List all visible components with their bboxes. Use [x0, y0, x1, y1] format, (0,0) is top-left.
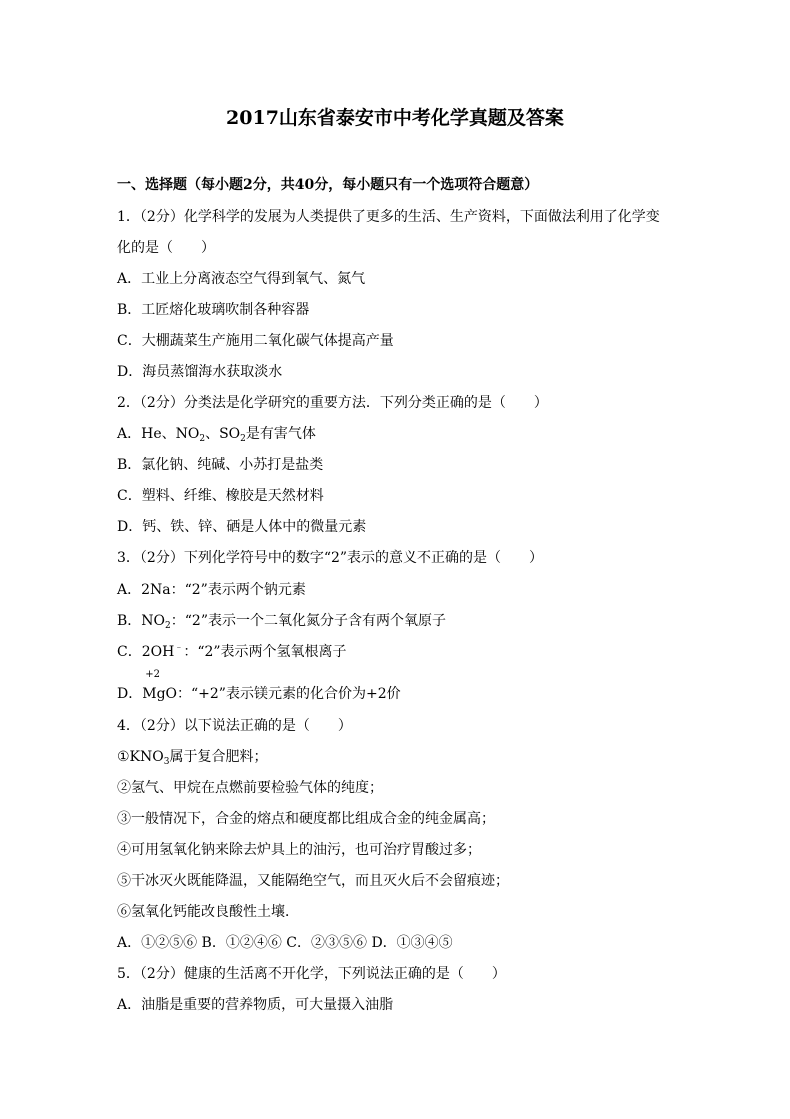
q4-statement-6: ⑥氢氧化钙能改良酸性土壤．: [117, 904, 299, 920]
q3-b-sub: 2: [165, 621, 171, 631]
q2-a-post: 是有害气体: [245, 426, 316, 442]
q4-statement-4: ④可用氢氧化钠来除去炉具上的油污，也可治疗胃酸过多；: [117, 842, 481, 858]
q4-statement-2: ②氢气、甲烷在点燃前要检验气体的纯度；: [117, 780, 383, 796]
q2-a-sub1: 2: [199, 434, 206, 444]
q2-a-mid: 、SO: [205, 426, 241, 442]
q3-d-pre: D．: [117, 686, 143, 702]
oxygen-symbol: O: [165, 686, 178, 702]
q5-option-a: A．油脂是重要的营养物质，可大量摄入油脂: [117, 997, 394, 1013]
q1-stem-line1: 1．（2分）化学科学的发展为人类提供了更多的生活、生产资料，下面做法利用了化学变: [117, 209, 660, 225]
q4-stem: 4．（2分）以下说法正确的是（ ）: [117, 718, 352, 734]
q1-stem-line2: 化的是（ ）: [117, 240, 215, 256]
q2-a-sub2: 2: [240, 434, 246, 444]
q3-option-b: [117, 609, 446, 633]
mg-valence-symbol: [142, 669, 166, 706]
q4-s1-post: 属于复合肥料；: [169, 749, 268, 765]
q1-option-a: A．工业上分离液态空气得到氧气、氮气: [117, 271, 366, 287]
q3-option-a: A．2Na：“2”表示两个钠元素: [117, 582, 306, 598]
q3-option-d: [117, 669, 401, 706]
q3-stem: 3．（2分）下列化学符号中的数字“2”表示的意义不正确的是（ ）: [117, 550, 544, 566]
q2-option-b: B．氯化钠、纯碱、小苏打是盐类: [117, 457, 324, 473]
q1-option-b: B．工匠熔化玻璃吹制各种容器: [117, 302, 310, 318]
q1-option-c: C．大棚蔬菜生产施用二氧化碳气体提高产量: [117, 333, 394, 349]
q2-option-c: C．塑料、纤维、橡胶是天然材料: [117, 488, 324, 504]
q2-option-a: [117, 422, 316, 446]
q3-d-post: ：“+2”表示镁元素的化合价为+2价: [177, 686, 401, 702]
q2-stem: 2．（2分）分类法是化学研究的重要方法．下列分类正确的是（ ）: [117, 395, 548, 411]
q4-statement-1: [117, 745, 267, 769]
q4-statement-5: ⑤干冰灭火既能降温，又能隔绝空气，而且灭火后不会留痕迹；: [117, 873, 509, 889]
q3-c-post: ：“2”表示两个氢氧根离子: [183, 644, 347, 660]
q4-statement-3: ③一般情况下，合金的熔点和硬度都比组成合金的纯金属高；: [117, 811, 495, 827]
q5-stem: 5．（2分）健康的生活离不开化学，下列说法正确的是（ ）: [117, 966, 506, 982]
q3-c-pre: C．2OH: [117, 644, 175, 660]
mg-symbol: Mg: [142, 686, 166, 702]
q4-options: A．①②⑤⑥ B．①②④⑥ C．②③⑤⑥ D．①③④⑤: [117, 935, 453, 951]
page-title: 2017山东省泰安市中考化学真题及答案: [226, 107, 564, 129]
q3-c-sup: ﹣: [174, 643, 184, 653]
q2-option-d: D．钙、铁、锌、硒是人体中的微量元素: [117, 519, 367, 535]
q4-s1-pre: ①KNO: [117, 749, 164, 765]
q3-option-c: [117, 640, 347, 664]
section-heading: 一、选择题（每小题2分，共40分，每小题只有一个选项符合题意）: [117, 177, 539, 193]
q1-option-d: D．海员蒸馏海水获取淡水: [117, 364, 283, 380]
q2-a-pre: A．He、NO: [117, 426, 200, 442]
q3-b-pre: B．NO: [117, 613, 166, 629]
q3-b-post: ：“2”表示一个二氧化氮分子含有两个氧原子: [170, 613, 446, 629]
q4-s1-sub: 3: [163, 757, 170, 767]
valence-mark: +2: [145, 669, 160, 680]
